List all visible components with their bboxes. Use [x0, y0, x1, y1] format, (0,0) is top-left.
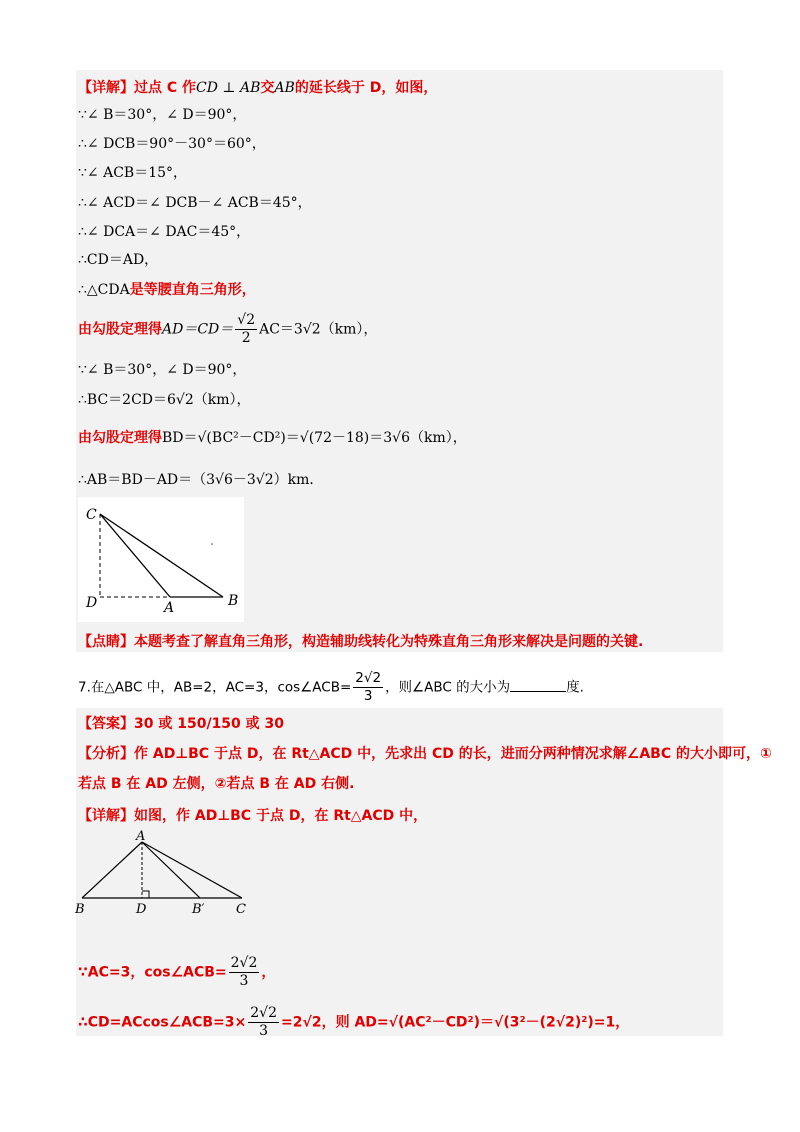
step-dca: ∴∠ DCA＝∠ DAC＝45°，: [78, 224, 251, 240]
step-cd-ad: ∴CD＝AD，: [78, 252, 159, 268]
step-b-d-2: ∵∠ B＝30°，∠ D＝90°，: [78, 362, 247, 378]
step-ab: ∴AB＝BD－AD＝（3√6－3√2）km．: [78, 472, 324, 488]
label-d2: D: [136, 902, 147, 917]
label-c: C: [86, 507, 97, 523]
calc-line-2: ∴CD=ACcos∠ACB=3× $\frac{2√2}{3}$ =2√2，则 AD=√(AC²－CD²)＝√(3²－(2√2)²)=1，: [78, 1005, 630, 1039]
analysis-line-2: 若点 B 在 AD 左侧，②若点 B 在 AD 右侧.: [78, 776, 355, 792]
question-7: 7.在△ABC 中，AB=2，AC=3，cos∠ACB= $\frac{2√2}{3}$ ，则∠ABC 的大小为 度.: [78, 670, 584, 704]
label-a2: A: [136, 829, 146, 844]
label-a: A: [164, 600, 175, 616]
review-line: 【点睛】本题考查了解直角三角形，构造辅助线转化为特殊直角三角形来解决是问题的关键.: [78, 634, 644, 650]
step-isosceles: ∴△CDA是等腰直角三角形，: [78, 282, 256, 298]
label-c2: C: [236, 902, 246, 917]
detail-line-2: 【详解】如图，作 AD⊥BC 于点 D，在 Rt△ACD 中，: [78, 808, 428, 824]
step-acb: ∵∠ ACB＝15°，: [78, 165, 188, 181]
step-b-d: ∵∠ B＝30°，∠ D＝90°，: [78, 107, 247, 123]
label-bprime: B′: [192, 902, 205, 917]
step-bc: ∴BC＝2CD＝6√2（km），: [78, 392, 251, 408]
answer-line: 【答案】30 或 150/150 或 30: [78, 716, 285, 732]
step-acd: ∴∠ ACD＝∠ DCB－∠ ACB＝45°，: [78, 195, 312, 211]
label-b: B: [228, 593, 239, 609]
triangle-figure-1: [78, 497, 244, 622]
label-d: D: [86, 595, 98, 611]
answer-blank[interactable]: [510, 679, 566, 692]
label-b2: B: [75, 902, 85, 917]
step-dcb: ∴∠ DCB＝90°－30°＝60°，: [78, 136, 266, 152]
analysis-line-1: 【分析】作 AD⊥BC 于点 D，在 Rt△ACD 中，先求出 CD 的长，进而分两种情况求解∠ABC 的大小即可，①: [78, 746, 772, 762]
triangle-figure-2: [72, 828, 262, 920]
step-ad-value: 由勾股定理得AD＝CD＝ $\frac{√2}{2}$ AC＝3√2（km），: [78, 312, 378, 346]
step-bd: 由勾股定理得BD＝√(BC²－CD²)＝√(72－18)＝3√6（km），: [78, 430, 467, 446]
detail-line-1: 【详解】过点 C 作CD ⊥ AB交AB的延长线于 D，如图，: [78, 80, 438, 96]
calc-line-1: ∵AC=3，cos∠ACB= $\frac{2√2}{3}$ ，: [78, 955, 276, 989]
